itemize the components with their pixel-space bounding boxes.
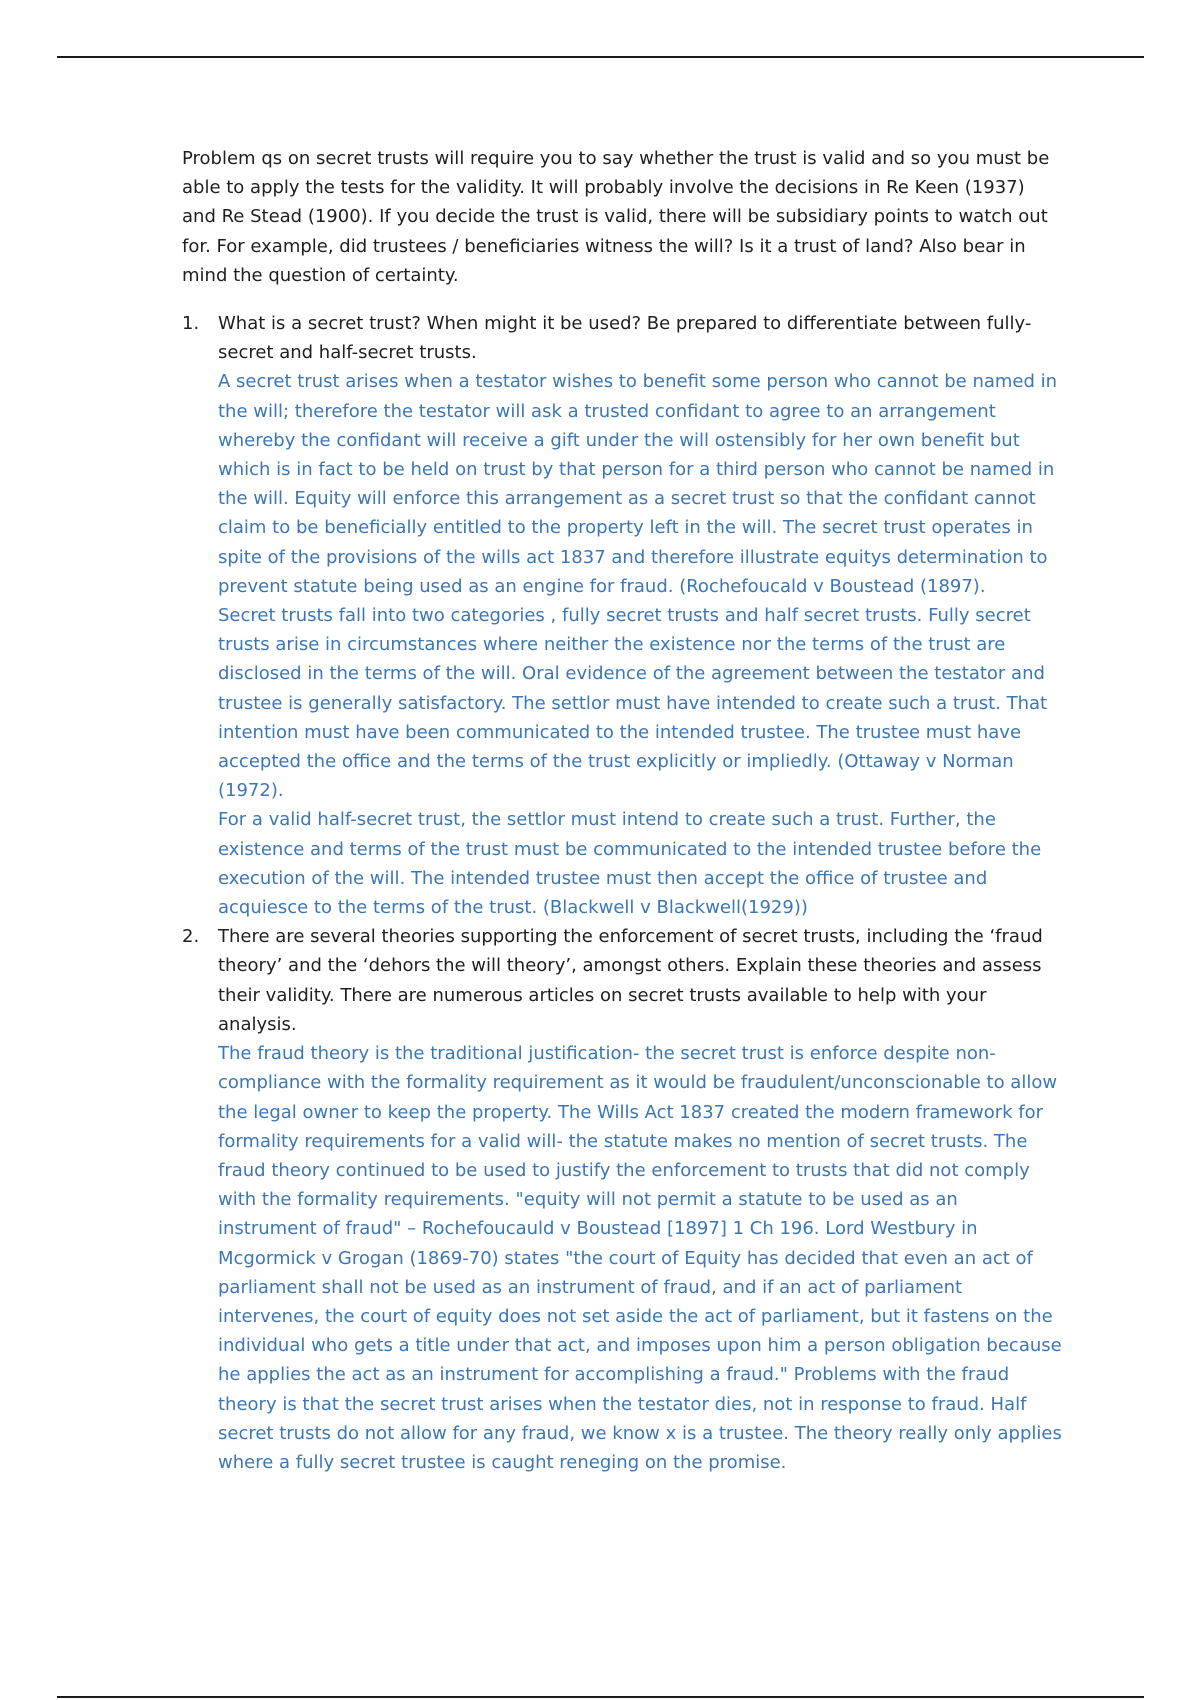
answer-paragraph: For a valid half-secret trust, the settlor must intend to create such a trust. Further, the existence and terms of the trust must be communicated to the intended trustee before the execution of the will. The intended trustee must then accept the office of trustee and acquiesce to the terms of the trust. (Blackwell v Blackwell(1929)) [218,809,1042,919]
header-rule [57,56,1144,58]
answer-paragraph: The fraud theory is the traditional justification- the secret trust is enforce despite non-compliance with the formality requirement as it would be fraudulent/unconscionable to allow the legal owner to keep the property. The Wills Act 1837 created the modern framework for formality requirements for a valid will- the statute makes no mention of secret trusts. The fraud theory continued to be used to justify the enforcement to trusts that did not comply with the formality requirements. "equity will not permit a statute to be used as an instrument of fraud" – Rochefoucauld v Boustead [1897] 1 Ch 196. Lord Westbury in Mcgormick v Grogan (1869-70) states "the court of Equity has decided that even an act of parliament shall not be used as an instrument of fraud, and if an act of parliament intervenes, the court of equity does not set aside the act of parliament, but it fastens on the individual who gets a title under that act, and imposes upon him a person obligation because he applies the act as an instrument for accomplishing a fraud." Problems with the fraud theory is that the secret trust arises when the testator dies, not in response to fraud. Half secret trusts do not allow for any fraud, we know x is a trustee. The theory really only applies where a fully secret trustee is caught reneging on the promise. [218,1043,1062,1473]
document-body [182,144,1062,1477]
question-number: 2. [182,926,200,948]
answer-paragraph: A secret trust arises when a testator wishes to benefit some person who cannot be named in the will; therefore the testator will ask a trusted confidant to agree to an arrangement whereby the confidant will receive a gift under the will ostensibly for her own benefit but which is in fact to be held on trust by that person for a third person who cannot be named in the will. Equity will enforce this arrangement as a secret trust so that the confidant cannot claim to be beneficially entitled to the property left in the will. The secret trust operates in spite of the provisions of the wills act 1837 and therefore illustrate equitys determination to prevent statute being used as an engine for fraud. (Rochefoucald v Boustead (1897). [218,371,1058,597]
question-list [182,309,1062,1477]
intro-paragraph: Problem qs on secret trusts will require you to say whether the trust is valid and so you must be able to apply the tests for the validity. It will probably involve the decisions in Re Keen (1937) and Re Stead (1900). If you decide the trust is valid, there will be subsidiary points to watch out for. For example, did trustees / beneficiaries witness the will? Is it a trust of land? Also bear in mind the question of certainty. [182,148,1050,286]
question-text: What is a secret trust? When might it be used? Be prepared to differentiate between fully-secret and half-secret trusts. [218,313,1032,364]
question-text: There are several theories supporting the enforcement of secret trusts, including the ‘fraud theory’ and the ‘dehors the will theory’, amongst others. Explain these theories and assess their validity. There are numerous articles on secret trusts available to help with your analysis. [218,926,1043,1035]
answer-paragraph: Secret trusts fall into two categories , fully secret trusts and half secret trusts. Fully secret trusts arise in circumstances where neither the existence nor the terms of the trust are disclosed in the terms of the will. Oral evidence of the agreement between the testator and trustee is generally satisfactory. The settlor must have intended to create such a trust. That intention must have been communicated to the intended trustee. The trustee must have accepted the office and the terms of the trust explicitly or impliedly. (Ottaway v Norman (1972). [218,605,1048,802]
question-item-1 [182,309,1062,922]
footer-rule [57,1696,1144,1698]
question-item-2 [182,922,1062,1477]
question-number: 1. [182,313,200,335]
